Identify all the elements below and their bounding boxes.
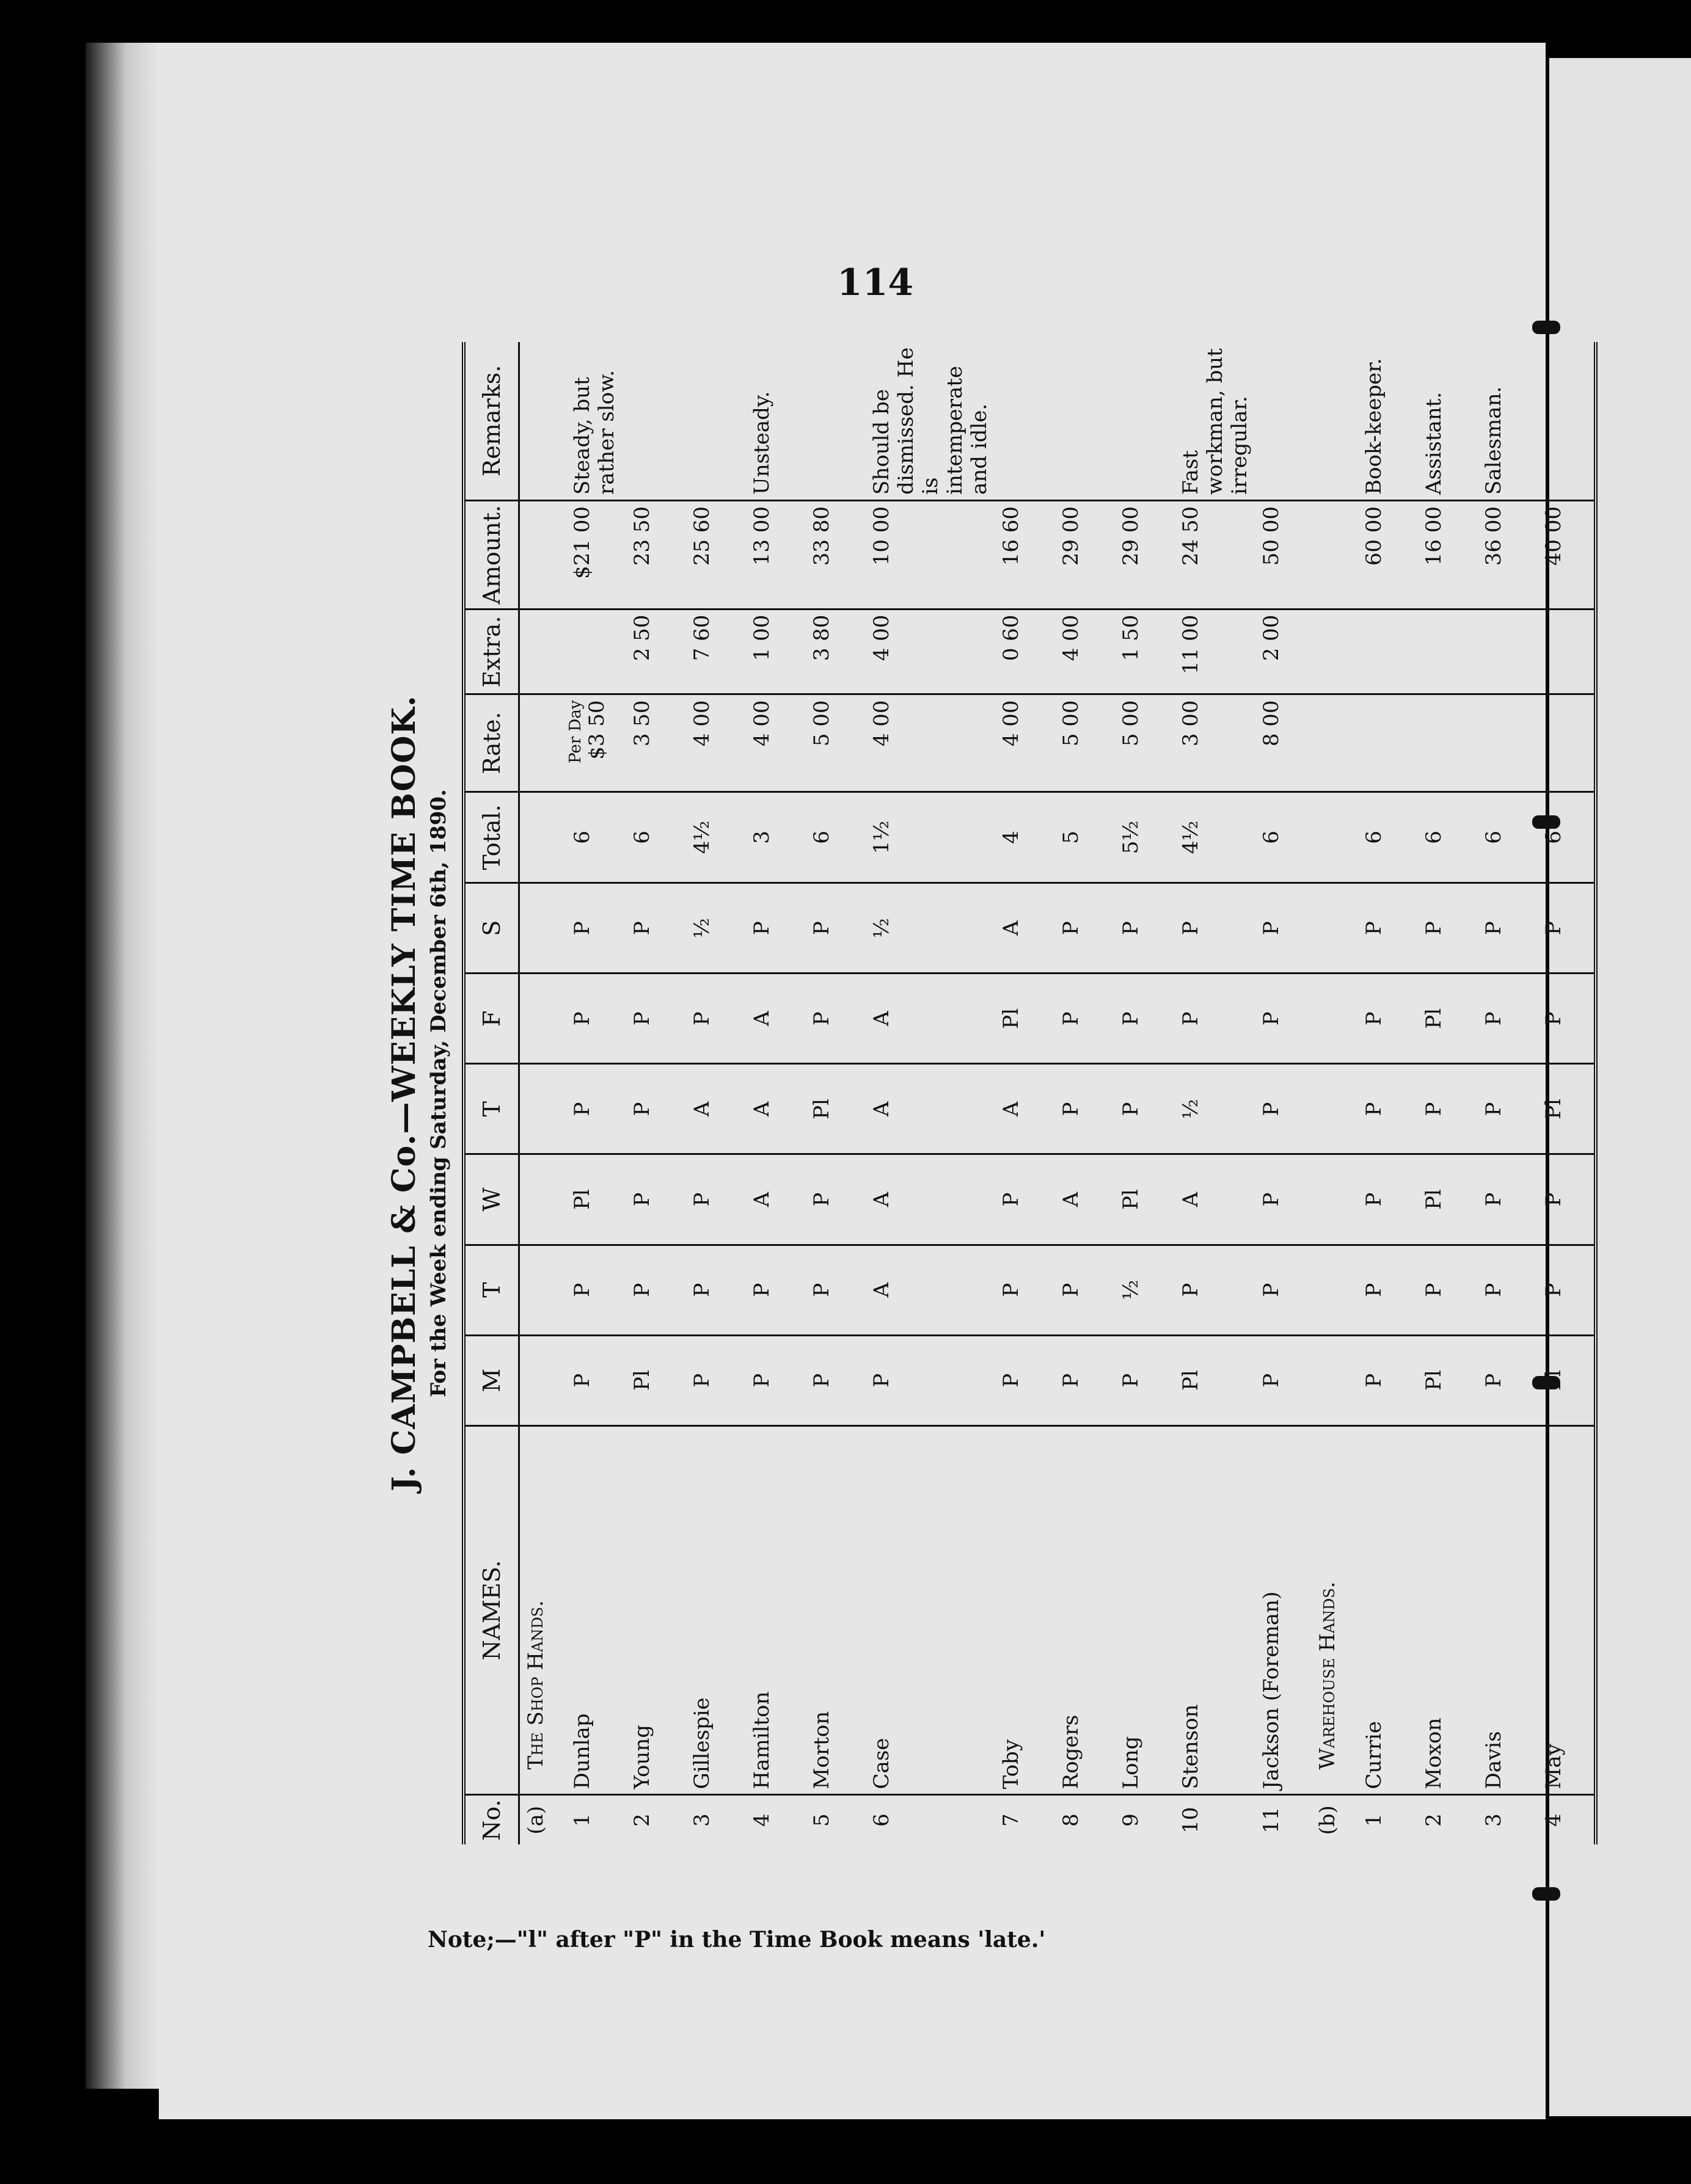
day-th: ½ <box>1171 1064 1252 1154</box>
row-remarks: Should be dismissed. He is intemperate and idle. <box>862 342 992 500</box>
empty-cell <box>1312 1245 1354 1335</box>
day-f: A <box>742 974 802 1064</box>
table-row <box>1111 342 1171 1844</box>
row-remarks: Fast workman, but irregular. <box>1171 342 1252 500</box>
day-t: ½ <box>1111 1245 1171 1335</box>
time-book-rotated <box>385 342 1566 1844</box>
day-m: P <box>1474 1335 1534 1425</box>
empty-cell <box>519 500 563 609</box>
day-th: Pl <box>1534 1064 1596 1154</box>
col-extra: Extra. <box>464 609 519 694</box>
book-spine <box>86 43 159 2089</box>
row-extra: 7 60 <box>682 609 742 694</box>
row-name: Morton <box>802 1425 862 1795</box>
row-extra: 3 80 <box>802 609 862 694</box>
day-th: P <box>1414 1064 1474 1154</box>
row-rate <box>1414 694 1474 792</box>
day-w: Pl <box>1414 1154 1474 1245</box>
row-extra: 1 00 <box>742 609 802 694</box>
time-book-table <box>462 342 1598 1844</box>
day-f: P <box>1252 974 1312 1064</box>
rate-per-day-label: Per Day <box>566 700 585 763</box>
col-th: T <box>464 1064 519 1154</box>
table-body <box>519 342 1596 1844</box>
day-w: Pl <box>563 1154 623 1245</box>
day-t: P <box>1534 1245 1596 1335</box>
day-t: P <box>682 1245 742 1335</box>
row-no: 3 <box>1481 1813 1506 1827</box>
row-remarks <box>992 342 1051 500</box>
empty-cell <box>519 974 563 1064</box>
col-names: NAMES. <box>464 1425 519 1795</box>
day-total: 5½ <box>1111 792 1171 883</box>
table-row <box>1534 342 1596 1844</box>
row-extra: 2 50 <box>623 609 682 694</box>
day-w: P <box>992 1154 1051 1245</box>
empty-cell <box>519 694 563 792</box>
day-f: P <box>1534 974 1596 1064</box>
row-rate: 5 00 <box>802 694 862 792</box>
row-extra <box>1474 609 1534 694</box>
row-no: 6 <box>869 1813 894 1827</box>
day-t: P <box>742 1245 802 1335</box>
day-m: Pl <box>1414 1335 1474 1425</box>
day-s: P <box>1354 883 1414 974</box>
day-w: P <box>682 1154 742 1245</box>
col-no: No. <box>464 1795 519 1844</box>
day-total: 5 <box>1051 792 1111 883</box>
table-row <box>1171 342 1252 1844</box>
row-no: 4 <box>1541 1813 1566 1827</box>
row-name: Toby <box>992 1425 1051 1795</box>
day-s: P <box>1171 883 1252 974</box>
empty-cell <box>1312 694 1354 792</box>
row-amount: 36 00 <box>1474 500 1534 609</box>
empty-cell <box>519 1335 563 1425</box>
col-total: Total. <box>464 792 519 883</box>
row-name: Stenson <box>1171 1425 1252 1795</box>
day-w: A <box>742 1154 802 1245</box>
day-s: P <box>563 883 623 974</box>
day-th: P <box>1474 1064 1534 1154</box>
day-w: A <box>1051 1154 1111 1245</box>
day-s: P <box>1414 883 1474 974</box>
day-f: A <box>862 974 992 1064</box>
table-row <box>992 342 1051 1844</box>
row-remarks: Steady, but rather slow. <box>563 342 623 500</box>
row-no: 9 <box>1119 1813 1143 1827</box>
row-no: 1 <box>570 1813 594 1827</box>
day-f: Pl <box>992 974 1051 1064</box>
empty-cell <box>519 1154 563 1245</box>
row-extra: 4 00 <box>1051 609 1111 694</box>
day-s: P <box>1051 883 1111 974</box>
day-s: ½ <box>682 883 742 974</box>
footnote: Note;—"l" after "P" in the Time Book means 'late.' <box>428 1927 1046 1953</box>
row-no: 10 <box>1178 1807 1203 1833</box>
day-t: P <box>563 1245 623 1335</box>
page-title: J. CAMPBELL & Co.—WEEKLY TIME BOOK. <box>385 695 423 1491</box>
binding-clip <box>1532 1887 1560 1901</box>
row-remarks: Book-keeper. <box>1354 342 1414 500</box>
section-label: Warehouse Hands. <box>1312 1425 1354 1795</box>
section-label: The Shop Hands. <box>519 1425 563 1795</box>
day-m: P <box>802 1335 862 1425</box>
day-total: 6 <box>623 792 682 883</box>
table-row <box>1051 342 1111 1844</box>
row-no: 2 <box>1422 1813 1446 1827</box>
row-rate: 8 00 <box>1252 694 1312 792</box>
day-f: P <box>1474 974 1534 1064</box>
row-extra <box>1414 609 1474 694</box>
day-th: P <box>1354 1064 1414 1154</box>
row-no: 4 <box>750 1813 774 1827</box>
day-f: P <box>682 974 742 1064</box>
empty-cell <box>1312 883 1354 974</box>
table-row <box>563 342 623 1844</box>
day-total: 3 <box>742 792 802 883</box>
empty-cell <box>1312 609 1354 694</box>
day-total: 6 <box>563 792 623 883</box>
day-m: P <box>1252 1335 1312 1425</box>
col-m: M <box>464 1335 519 1425</box>
section-row <box>519 342 563 1844</box>
day-m: P <box>1051 1335 1111 1425</box>
row-amount: 25 60 <box>682 500 742 609</box>
empty-cell <box>1312 974 1354 1064</box>
day-s: P <box>1111 883 1171 974</box>
row-amount: 50 00 <box>1252 500 1312 609</box>
row-no: 11 <box>1259 1807 1284 1833</box>
table-row <box>742 342 802 1844</box>
day-f: P <box>1051 974 1111 1064</box>
day-th: A <box>862 1064 992 1154</box>
row-no: 2 <box>630 1813 654 1827</box>
day-s: P <box>1474 883 1534 974</box>
row-name: May <box>1534 1425 1596 1795</box>
day-t: A <box>862 1245 992 1335</box>
row-no: 3 <box>690 1813 714 1827</box>
row-rate: 5 00 <box>1051 694 1111 792</box>
day-f: P <box>623 974 682 1064</box>
day-s: P <box>1534 883 1596 974</box>
day-th: P <box>1252 1064 1312 1154</box>
empty-cell <box>1312 342 1354 500</box>
day-th: A <box>742 1064 802 1154</box>
row-name: Case <box>862 1425 992 1795</box>
day-t: P <box>1354 1245 1414 1335</box>
day-m: P <box>992 1335 1051 1425</box>
day-w: P <box>1474 1154 1534 1245</box>
day-t: P <box>1252 1245 1312 1335</box>
empty-cell <box>519 883 563 974</box>
row-name: Currie <box>1354 1425 1414 1795</box>
day-t: P <box>1051 1245 1111 1335</box>
row-rate: 4 00 <box>682 694 742 792</box>
section-no: (a) <box>524 1805 548 1835</box>
row-extra: 4 00 <box>862 609 992 694</box>
row-name: Gillespie <box>682 1425 742 1795</box>
day-f: P <box>563 974 623 1064</box>
day-m: P <box>862 1335 992 1425</box>
day-m: Pl <box>623 1335 682 1425</box>
row-extra <box>1534 609 1596 694</box>
day-m: P <box>742 1335 802 1425</box>
row-amount: 23 50 <box>623 500 682 609</box>
rate-value: $3 50 <box>585 700 609 760</box>
day-t: P <box>1474 1245 1534 1335</box>
row-remarks: Salesman. <box>1474 342 1534 500</box>
day-f: P <box>1354 974 1414 1064</box>
row-amount: 60 00 <box>1354 500 1414 609</box>
row-extra <box>563 609 623 694</box>
col-t: T <box>464 1245 519 1335</box>
day-th: P <box>1111 1064 1171 1154</box>
day-total: 4½ <box>682 792 742 883</box>
day-total: 6 <box>1534 792 1596 883</box>
day-total: 1½ <box>862 792 992 883</box>
row-amount: 24 50 <box>1171 500 1252 609</box>
empty-cell <box>1312 1154 1354 1245</box>
row-remarks <box>682 342 742 500</box>
day-w: P <box>1354 1154 1414 1245</box>
page-subtitle: For the Week ending Saturday, December 6th, 1890. <box>426 789 451 1397</box>
row-amount: 29 00 <box>1111 500 1171 609</box>
row-amount: 13 00 <box>742 500 802 609</box>
row-amount: 29 00 <box>1051 500 1111 609</box>
row-remarks <box>1534 342 1596 500</box>
empty-cell <box>1312 500 1354 609</box>
row-rate: 4 00 <box>992 694 1051 792</box>
page-number: 114 <box>837 261 914 304</box>
row-rate: 4 00 <box>862 694 992 792</box>
row-name: Jackson (Foreman) <box>1252 1425 1312 1795</box>
day-total: 6 <box>802 792 862 883</box>
row-amount: $21 00 <box>563 500 623 609</box>
day-w: A <box>862 1154 992 1245</box>
col-s: S <box>464 883 519 974</box>
row-extra: 0 60 <box>992 609 1051 694</box>
row-rate <box>1354 694 1414 792</box>
table-row <box>1354 342 1414 1844</box>
day-total: 6 <box>1354 792 1414 883</box>
row-name: Rogers <box>1051 1425 1111 1795</box>
row-name: Dunlap <box>563 1425 623 1795</box>
row-no: 5 <box>809 1813 834 1827</box>
row-rate <box>1534 694 1596 792</box>
day-f: P <box>1111 974 1171 1064</box>
table-row <box>1414 342 1474 1844</box>
row-remarks <box>802 342 862 500</box>
empty-cell <box>519 609 563 694</box>
empty-cell <box>1312 792 1354 883</box>
empty-cell <box>519 342 563 500</box>
row-name: Hamilton <box>742 1425 802 1795</box>
row-name: Young <box>623 1425 682 1795</box>
day-w: P <box>1534 1154 1596 1245</box>
day-th: P <box>563 1064 623 1154</box>
day-t: P <box>1414 1245 1474 1335</box>
section-no: (b) <box>1315 1805 1340 1835</box>
row-extra <box>1354 609 1414 694</box>
binding-clip <box>1532 321 1560 334</box>
day-t: P <box>1171 1245 1252 1335</box>
day-s: P <box>802 883 862 974</box>
day-t: P <box>992 1245 1051 1335</box>
table-row <box>1252 342 1312 1844</box>
row-no: 8 <box>1059 1813 1083 1827</box>
day-w: P <box>802 1154 862 1245</box>
day-s: P <box>623 883 682 974</box>
col-amount: Amount. <box>464 500 519 609</box>
day-s: A <box>992 883 1051 974</box>
day-m: P <box>1354 1335 1414 1425</box>
day-m: Pl <box>1171 1335 1252 1425</box>
row-name: Davis <box>1474 1425 1534 1795</box>
day-m: P <box>1111 1335 1171 1425</box>
row-extra: 11 00 <box>1171 609 1252 694</box>
empty-cell <box>1312 1064 1354 1154</box>
row-extra: 2 00 <box>1252 609 1312 694</box>
day-total: 4 <box>992 792 1051 883</box>
table-row <box>682 342 742 1844</box>
day-m: P <box>682 1335 742 1425</box>
row-amount: 33 80 <box>802 500 862 609</box>
row-amount: 10 00 <box>862 500 992 609</box>
day-th: P <box>623 1064 682 1154</box>
day-s: ½ <box>862 883 992 974</box>
day-total: 4½ <box>1171 792 1252 883</box>
row-rate: 3 00 <box>1171 694 1252 792</box>
empty-cell <box>519 1064 563 1154</box>
row-remarks <box>1051 342 1111 500</box>
row-no: 7 <box>999 1813 1023 1827</box>
empty-cell <box>519 1245 563 1335</box>
table-row <box>1474 342 1534 1844</box>
row-rate: 4 00 <box>742 694 802 792</box>
day-w: P <box>623 1154 682 1245</box>
row-name: Moxon <box>1414 1425 1474 1795</box>
day-m: Pl <box>1534 1335 1596 1425</box>
day-w: A <box>1171 1154 1252 1245</box>
empty-cell <box>1312 1335 1354 1425</box>
day-total: 6 <box>1414 792 1474 883</box>
row-remarks <box>1252 342 1312 500</box>
day-w: P <box>1252 1154 1312 1245</box>
row-remarks: Unsteady. <box>742 342 802 500</box>
row-remarks: Assistant. <box>1414 342 1474 500</box>
row-extra: 1 50 <box>1111 609 1171 694</box>
day-th: P <box>1051 1064 1111 1154</box>
header-row <box>464 342 519 1844</box>
row-rate <box>563 694 623 792</box>
day-total: 6 <box>1474 792 1534 883</box>
section-row <box>1312 342 1354 1844</box>
day-total: 6 <box>1252 792 1312 883</box>
row-name: Long <box>1111 1425 1171 1795</box>
day-th: A <box>682 1064 742 1154</box>
day-s: P <box>742 883 802 974</box>
empty-cell <box>519 792 563 883</box>
row-rate: 3 50 <box>623 694 682 792</box>
day-f: P <box>802 974 862 1064</box>
day-f: P <box>1171 974 1252 1064</box>
day-th: A <box>992 1064 1051 1154</box>
col-w: W <box>464 1154 519 1245</box>
day-w: Pl <box>1111 1154 1171 1245</box>
table-row <box>623 342 682 1844</box>
table-row <box>802 342 862 1844</box>
col-rate: Rate. <box>464 694 519 792</box>
row-remarks <box>623 342 682 500</box>
row-remarks <box>1111 342 1171 500</box>
day-f: Pl <box>1414 974 1474 1064</box>
day-t: P <box>802 1245 862 1335</box>
row-no: 1 <box>1362 1813 1386 1827</box>
day-th: Pl <box>802 1064 862 1154</box>
row-amount: 16 60 <box>992 500 1051 609</box>
row-rate <box>1474 694 1534 792</box>
day-m: P <box>563 1335 623 1425</box>
row-amount: 40 00 <box>1534 500 1596 609</box>
row-amount: 16 00 <box>1414 500 1474 609</box>
day-s: P <box>1252 883 1312 974</box>
table-row <box>862 342 992 1844</box>
day-t: P <box>623 1245 682 1335</box>
col-f: F <box>464 974 519 1064</box>
row-rate: 5 00 <box>1111 694 1171 792</box>
col-remarks: Remarks. <box>464 342 519 500</box>
